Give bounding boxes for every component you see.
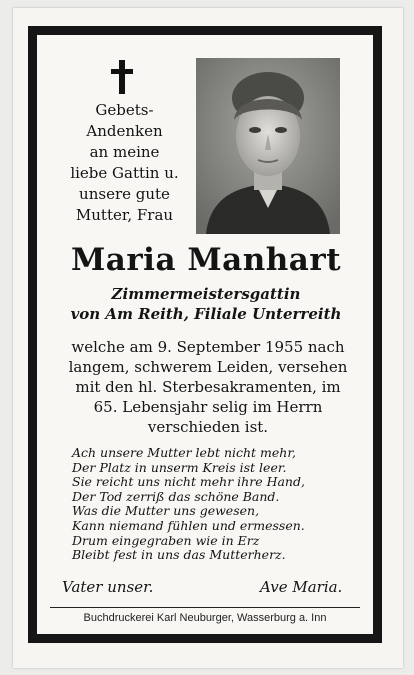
description-text [60, 337, 356, 437]
prayer-vater-unser: Vater unser. [62, 578, 154, 596]
poem-line: Sie reicht uns nicht mehr ihre Hand, [72, 474, 305, 490]
description-line: langem, schwerem Leiden, versehen [68, 358, 348, 376]
occupation-line: Zimmermeistersgattin [111, 285, 301, 303]
intro-line: an meine [89, 143, 160, 161]
divider [50, 607, 360, 608]
printer-credit: Buchdruckerei Karl Neuburger, Wasserburg a. Inn [83, 612, 327, 624]
prayer-ave-maria: Ave Maria. [260, 578, 343, 596]
poem-line: Ach unsere Mutter lebt nicht mehr, [72, 445, 296, 460]
poem-line: Bleibt fest in uns das Mutterherz. [72, 547, 286, 563]
poem-line: Was die Mutter uns gewesen, [72, 503, 260, 519]
portrait-photo [196, 58, 340, 234]
description-line: welche am 9. September 1955 nach [71, 338, 345, 356]
intro-line: Gebets- [95, 101, 154, 119]
occupation-line: von Am Reith, Filiale Unterreith [70, 305, 342, 323]
poem-line: Der Platz in unserm Kreis ist leer. [72, 459, 287, 475]
intro-line: liebe Gattin u. [70, 164, 179, 182]
poem-line: Der Tod zerriß das schöne Band. [72, 488, 280, 504]
intro-line: Andenken [86, 122, 163, 140]
intro-line: Mutter, Frau [75, 206, 174, 224]
intro-line: unsere gute [79, 185, 170, 203]
deceased-name: Maria Manhart [70, 242, 342, 278]
poem-line: Drum eingegraben wie in Erz [72, 532, 260, 548]
cross-icon [111, 60, 133, 94]
poem-line: Kann niemand fühlen und ermessen. [72, 517, 305, 533]
poem [72, 446, 352, 563]
occupation [36, 284, 376, 324]
description-line: 65. Lebensjahr selig im Herrn [93, 398, 323, 416]
portrait-illustration [196, 58, 340, 234]
intro-text [52, 100, 197, 226]
description-line: verschieden ist. [147, 418, 269, 436]
description-line: mit den hl. Sterbesakramenten, im [75, 378, 341, 396]
